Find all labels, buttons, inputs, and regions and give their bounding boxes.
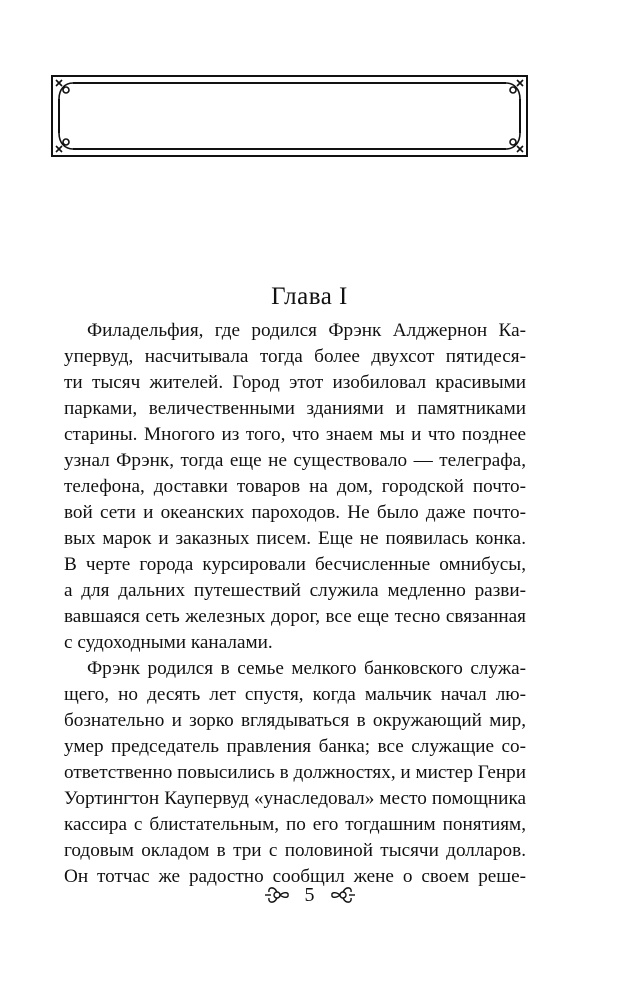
paragraph-2 bbox=[64, 656, 526, 890]
text-line: Фрэнк родился в семье мелкого банковского служа- bbox=[87, 658, 526, 679]
chapter-title: Глава I bbox=[271, 283, 348, 310]
text-line: узнал Фрэнк, тогда еще не существовало — телеграфа, bbox=[64, 450, 526, 471]
text-line: с судоходными каналами. bbox=[64, 632, 273, 653]
text-line: телефона, доставки товаров на дом, городской почто- bbox=[64, 476, 526, 497]
text-line: годовым окладом в три с половиной тысячи долларов. bbox=[64, 840, 526, 861]
text-line: упервуд, насчитывала тогда более двухсот пятидеся- bbox=[64, 346, 526, 367]
floral-ornament-icon bbox=[263, 885, 291, 905]
text-line: а для дальних путешествий служила медленно разви- bbox=[64, 580, 526, 601]
text-line: Он тотчас же радостно сообщил жене о своем реше- bbox=[64, 866, 526, 887]
text-line: парками, величественными зданиями и памятниками bbox=[64, 398, 526, 419]
text-line: вых марок и заказных писем. Еще не появилась конка. bbox=[64, 528, 526, 549]
text-line: В черте города курсировали бесчисленные омнибусы, bbox=[64, 554, 526, 575]
page-footer bbox=[0, 880, 619, 910]
text-line: бознательно и зорко вглядываться в окружающий мир, bbox=[64, 710, 526, 731]
text-line: вой сети и океанских пароходов. Не было даже почто- bbox=[64, 502, 526, 523]
text-line: ти тысяч жителей. Город этот изобиловал красивыми bbox=[64, 372, 526, 393]
text-line: Филадельфия, где родился Фрэнк Алджернон Ка- bbox=[87, 320, 526, 341]
floral-ornament-icon bbox=[329, 885, 357, 905]
paragraph-1 bbox=[64, 318, 526, 656]
text-line: кассира с блистательным, по его тогдашним понятиям, bbox=[64, 814, 526, 835]
text-line: ответственно повысились в должностях, и мистер Генри bbox=[64, 762, 526, 783]
text-line: вавшаяся сеть железных дорог, все еще тесно связанная bbox=[64, 606, 526, 627]
page-number: 5 bbox=[304, 883, 315, 906]
body-text bbox=[64, 318, 526, 890]
text-line: Уортингтон Каупервуд «унаследовал» место помощника bbox=[64, 788, 526, 809]
text-line: старины. Многого из того, что знаем мы и что позднее bbox=[64, 424, 526, 445]
text-line: умер председатель правления банка; все служащие со- bbox=[64, 736, 526, 757]
ornamental-frame-icon bbox=[51, 75, 528, 157]
text-line: щего, но десять лет спустя, когда мальчик начал лю- bbox=[64, 684, 526, 705]
